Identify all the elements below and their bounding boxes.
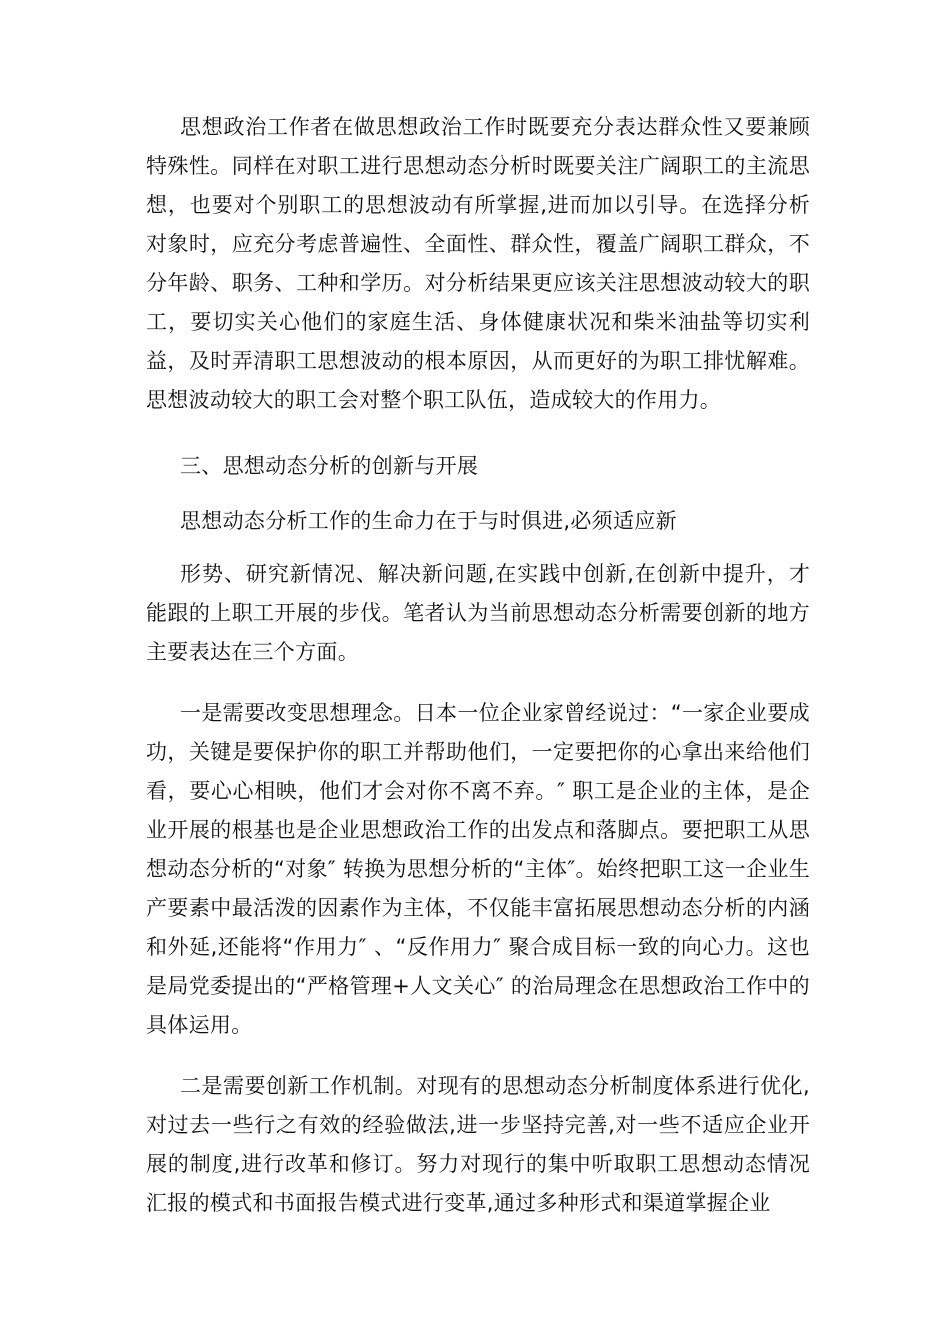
paragraph-innovation-continued: 形势、研究新情况、解决新问题,在实践中创新,在创新中提升，才能跟的上职工开展的步伐。笔者认为当前思想动态分析需要创新的地方主要表达在三个方面。 xyxy=(146,562,810,664)
document-page xyxy=(146,108,810,1223)
paragraph-innovation-intro: 思想动态分析工作的生命力在于与时俱进,必须适应新 xyxy=(180,509,677,533)
section-heading-3: 三、思想动态分析的创新与开展 xyxy=(180,454,479,478)
paragraph-change-thinking: 一是需要改变思想理念。日本一位企业家曾经说过：“一家企业要成功，关键是要保护你的职工并帮助他们，一定要把你的心拿出来给他们看，要心心相映，他们才会对你不离不弃。″ 职工是企业的主体，是企业开展的根基也是企业思想政治工作的出发点和落脚点。要把职工从思想动态分析的“对象″ 转换为思想分析的“主体″。始终把职工这一企业生产要素中最活泼的因素作为主体，不仅能丰富拓展思想动态分析的内涵和外延,还能将“作用力″ 、“反作用力″ 聚合成目标一致的向心力。这也是局党委提出的“严格管理+人文关心″ 的治局理念在思想政治工作中的具体运用。 xyxy=(146,701,810,1037)
paragraph-innovate-mechanism: 二是需要创新工作机制。对现有的思想动态分析制度体系进行优化,对过去一些行之有效的经验做法,进一步坚持完善,对一些不适应企业开展的制度,进行改革和修订。努力对现行的集中听取职工思想动态情况汇报的模式和书面报告模式进行变革,通过多种形式和渠道掌握企业 xyxy=(146,1074,810,1215)
paragraph-mass-and-particularity: 思想政治工作者在做思想政治工作时既要充分表达群众性又要兼顾特殊性。同样在对职工进行思想动态分析时既要关注广阔职工的主流思想，也要对个别职工的思想波动有所掌握,进而加以引导。在选择分析对象时，应充分考虑普遍性、全面性、群众性，覆盖广阔职工群众，不分年龄、职务、工种和学历。对分析结果更应该关注思想波动较大的职工，要切实关心他们的家庭生活、身体健康状况和柴米油盐等切实利益，及时弄清职工思想波动的根本原因，从而更好的为职工排忧解难。思想波动较大的职工会对整个职工队伍，造成较大的作用力。 xyxy=(146,115,810,412)
